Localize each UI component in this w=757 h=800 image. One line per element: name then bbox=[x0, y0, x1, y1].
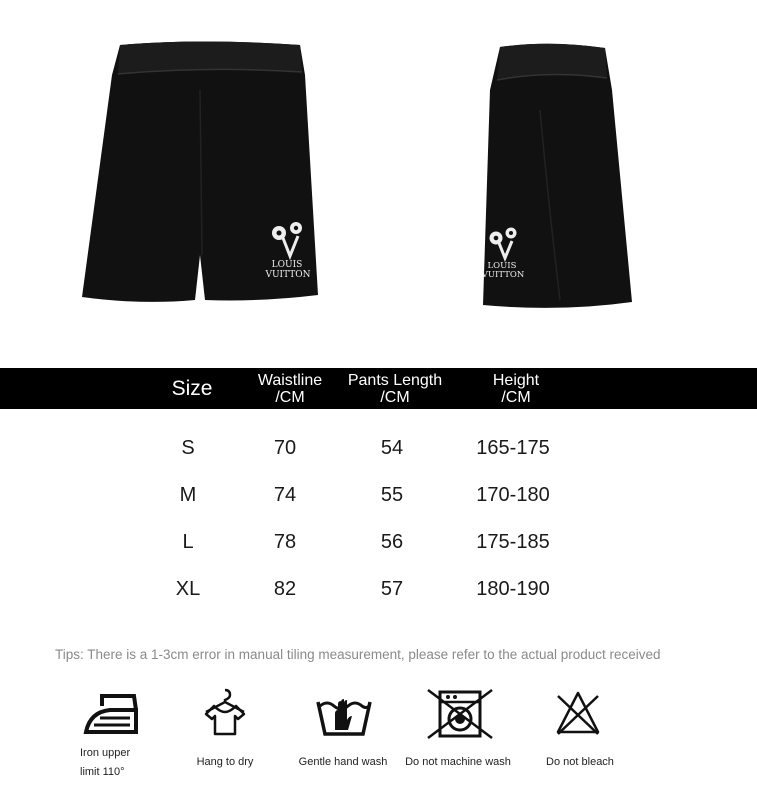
hang-dry-label: Hang to dry bbox=[196, 756, 254, 768]
row-s-waist: 70 bbox=[273, 437, 297, 459]
no-bleach-icon bbox=[555, 690, 601, 736]
row-s-length: 54 bbox=[380, 437, 404, 459]
header-height-line2: /CM bbox=[501, 389, 531, 406]
hang-dry-icon bbox=[200, 688, 250, 738]
row-m-size: M bbox=[179, 484, 197, 506]
row-l-size: L bbox=[182, 531, 194, 553]
header-length-line1: Pants Length bbox=[347, 372, 443, 389]
measurement-tips: Tips: There is a 1-3cm error in manual tiling measurement, please refer to the actual product received bbox=[55, 647, 661, 662]
header-waistline-line2: /CM bbox=[275, 389, 305, 406]
header-pants-length bbox=[325, 372, 465, 406]
hand-wash-label: Gentle hand wash bbox=[298, 756, 388, 768]
iron-label bbox=[80, 744, 130, 782]
row-l-length: 56 bbox=[380, 531, 404, 553]
row-m-length: 55 bbox=[380, 484, 404, 506]
header-height-line1: Height bbox=[492, 372, 540, 389]
header-length-line2: /CM bbox=[380, 389, 410, 406]
header-waistline-line1: Waistline bbox=[257, 372, 323, 389]
no-machine-wash-icon bbox=[426, 688, 494, 740]
header-height bbox=[456, 372, 576, 406]
hand-wash-icon bbox=[315, 690, 373, 738]
logo-side-text-line1: LOUIS bbox=[487, 261, 517, 271]
header-size: Size bbox=[171, 377, 213, 400]
shorts-front-view bbox=[82, 42, 318, 302]
row-xl-height: 180-190 bbox=[476, 578, 550, 600]
logo-side-text-line2: VUITTON bbox=[481, 270, 525, 280]
row-l-waist: 78 bbox=[273, 531, 297, 553]
iron-label-line2: limit 110° bbox=[80, 766, 125, 778]
shorts-illustration bbox=[0, 0, 757, 360]
row-xl-waist: 82 bbox=[273, 578, 297, 600]
iron-label-line1: Iron upper bbox=[80, 747, 131, 759]
logo-text-line2: VUITTON bbox=[265, 270, 311, 280]
row-l-height: 175-185 bbox=[476, 531, 550, 553]
row-s-height: 165-175 bbox=[476, 437, 550, 459]
row-m-waist: 74 bbox=[273, 484, 297, 506]
no-bleach-label: Do not bleach bbox=[546, 756, 614, 768]
logo-text-line1: LOUIS bbox=[271, 260, 303, 270]
size-table-header bbox=[0, 368, 757, 409]
no-machine-wash-label: Do not machine wash bbox=[405, 756, 511, 768]
iron-icon bbox=[80, 690, 142, 738]
row-xl-size: XL bbox=[175, 578, 201, 600]
row-s-size: S bbox=[181, 437, 195, 459]
product-photo bbox=[0, 0, 757, 360]
row-xl-length: 57 bbox=[380, 578, 404, 600]
shorts-side-view bbox=[481, 44, 632, 308]
row-m-height: 170-180 bbox=[476, 484, 550, 506]
